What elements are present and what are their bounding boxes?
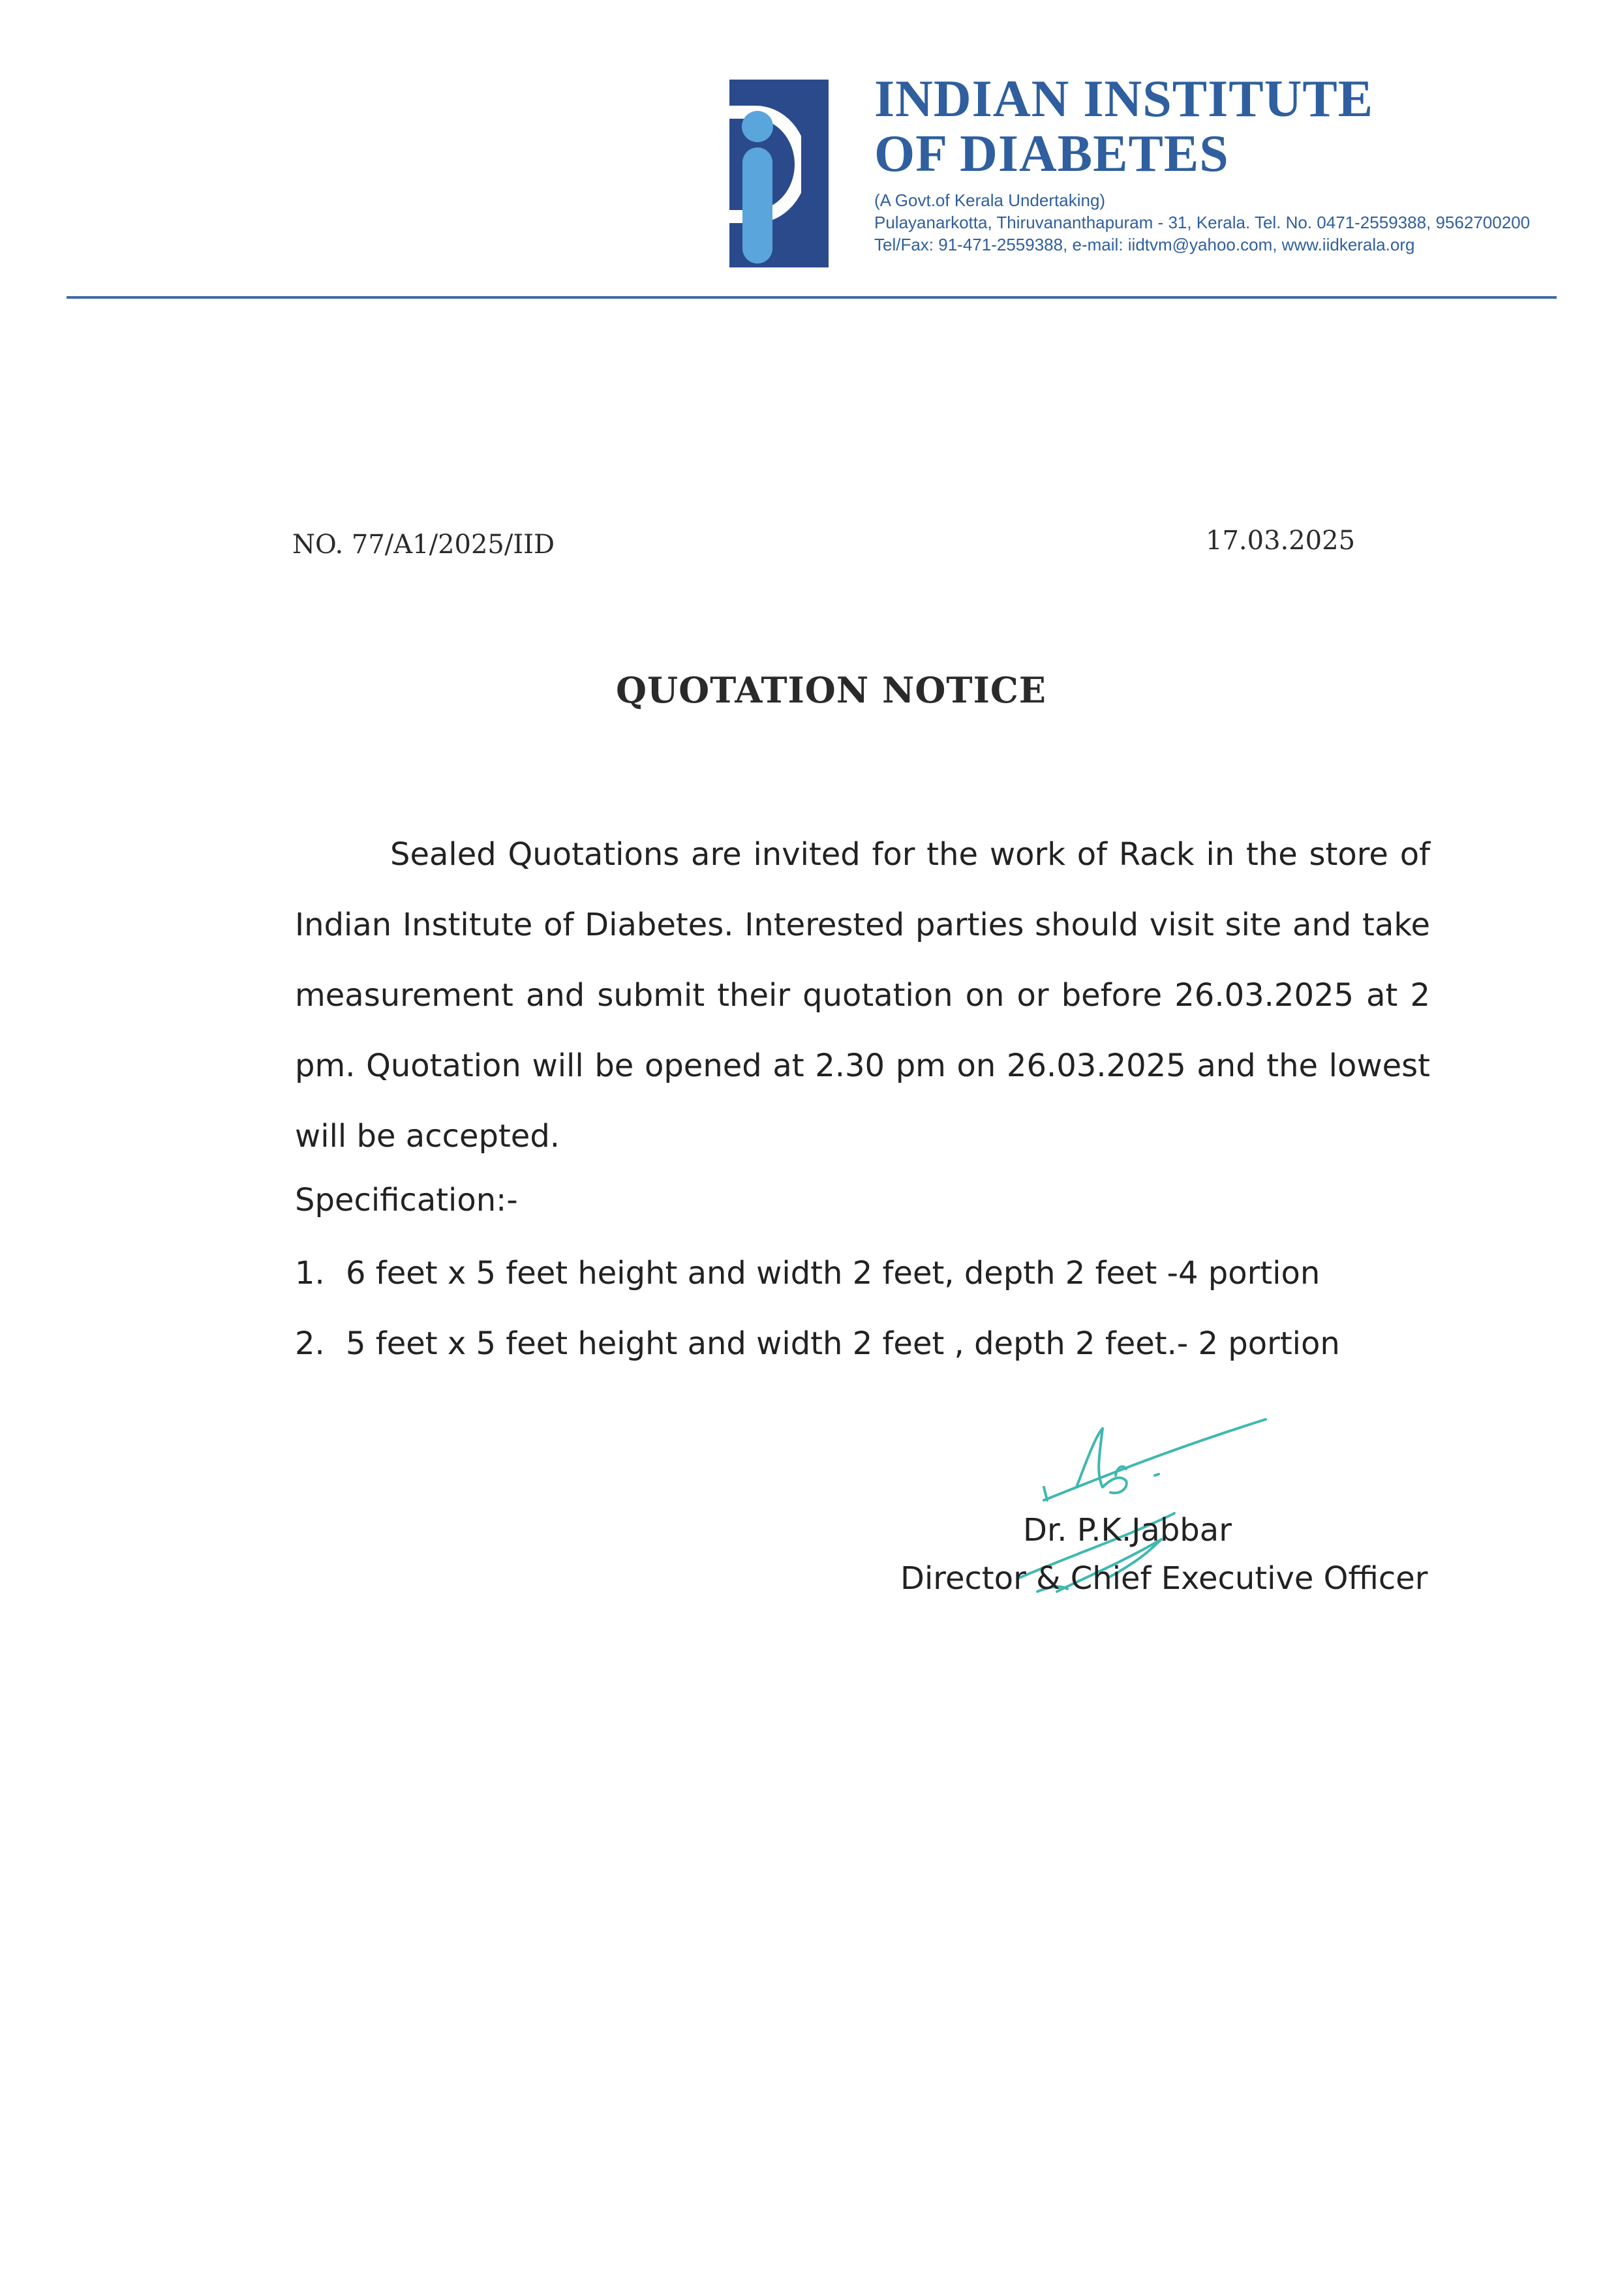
org-subtitle: (A Govt.of Kerala Undertaking) bbox=[874, 190, 1106, 210]
specification-heading: Specification:- bbox=[295, 1182, 518, 1218]
list-item-text: 5 feet x 5 feet height and width 2 feet , depth 2 feet.- 2 portion bbox=[346, 1325, 1340, 1362]
org-name-line1: INDIAN INSTITUTE bbox=[874, 70, 1374, 128]
notice-body: Sealed Quotations are invited for the work of Rack in the store of Indian Institute of Diabetes. Interested parties should visit site and take measurement and submit their quotation on or before 26.03.2025 at 2 pm. Quotation will be opened at 2.30 pm on 26.03.2025 and the lowest will be accepted. bbox=[295, 836, 1430, 1155]
org-tel-email: Tel/Fax: 91-471-2559388, e-mail: iidtvm@yahoo.com, www.iidkerala.org bbox=[874, 235, 1415, 254]
organization-name bbox=[874, 72, 1373, 181]
list-item-text: 6 feet x 5 feet height and width 2 feet, depth 2 feet -4 portion bbox=[346, 1255, 1320, 1292]
iid-logo-icon bbox=[729, 80, 829, 267]
list-item bbox=[295, 1238, 1340, 1308]
organization-contact bbox=[874, 189, 1530, 256]
reference-number: NO. 77/A1/2025/IID bbox=[292, 530, 555, 560]
org-name-line2: OF DIABETES bbox=[874, 125, 1229, 183]
org-address: Pulayanarkotta, Thiruvananthapuram - 31, Kerala. Tel. No. 0471-2559388, 9562700200 bbox=[874, 213, 1531, 232]
signatory-title: Director & Chief Executive Officer bbox=[900, 1560, 1428, 1597]
list-item-number: 1. bbox=[295, 1255, 325, 1292]
specification-list bbox=[295, 1238, 1340, 1379]
signatory-name: Dr. P.K.Jabbar bbox=[1023, 1512, 1232, 1548]
notice-title: QUOTATION NOTICE bbox=[616, 669, 1046, 711]
header-divider bbox=[67, 296, 1557, 299]
reference-date: 17.03.2025 bbox=[1206, 526, 1356, 556]
list-item bbox=[295, 1308, 1340, 1379]
list-item-number: 2. bbox=[295, 1325, 325, 1362]
